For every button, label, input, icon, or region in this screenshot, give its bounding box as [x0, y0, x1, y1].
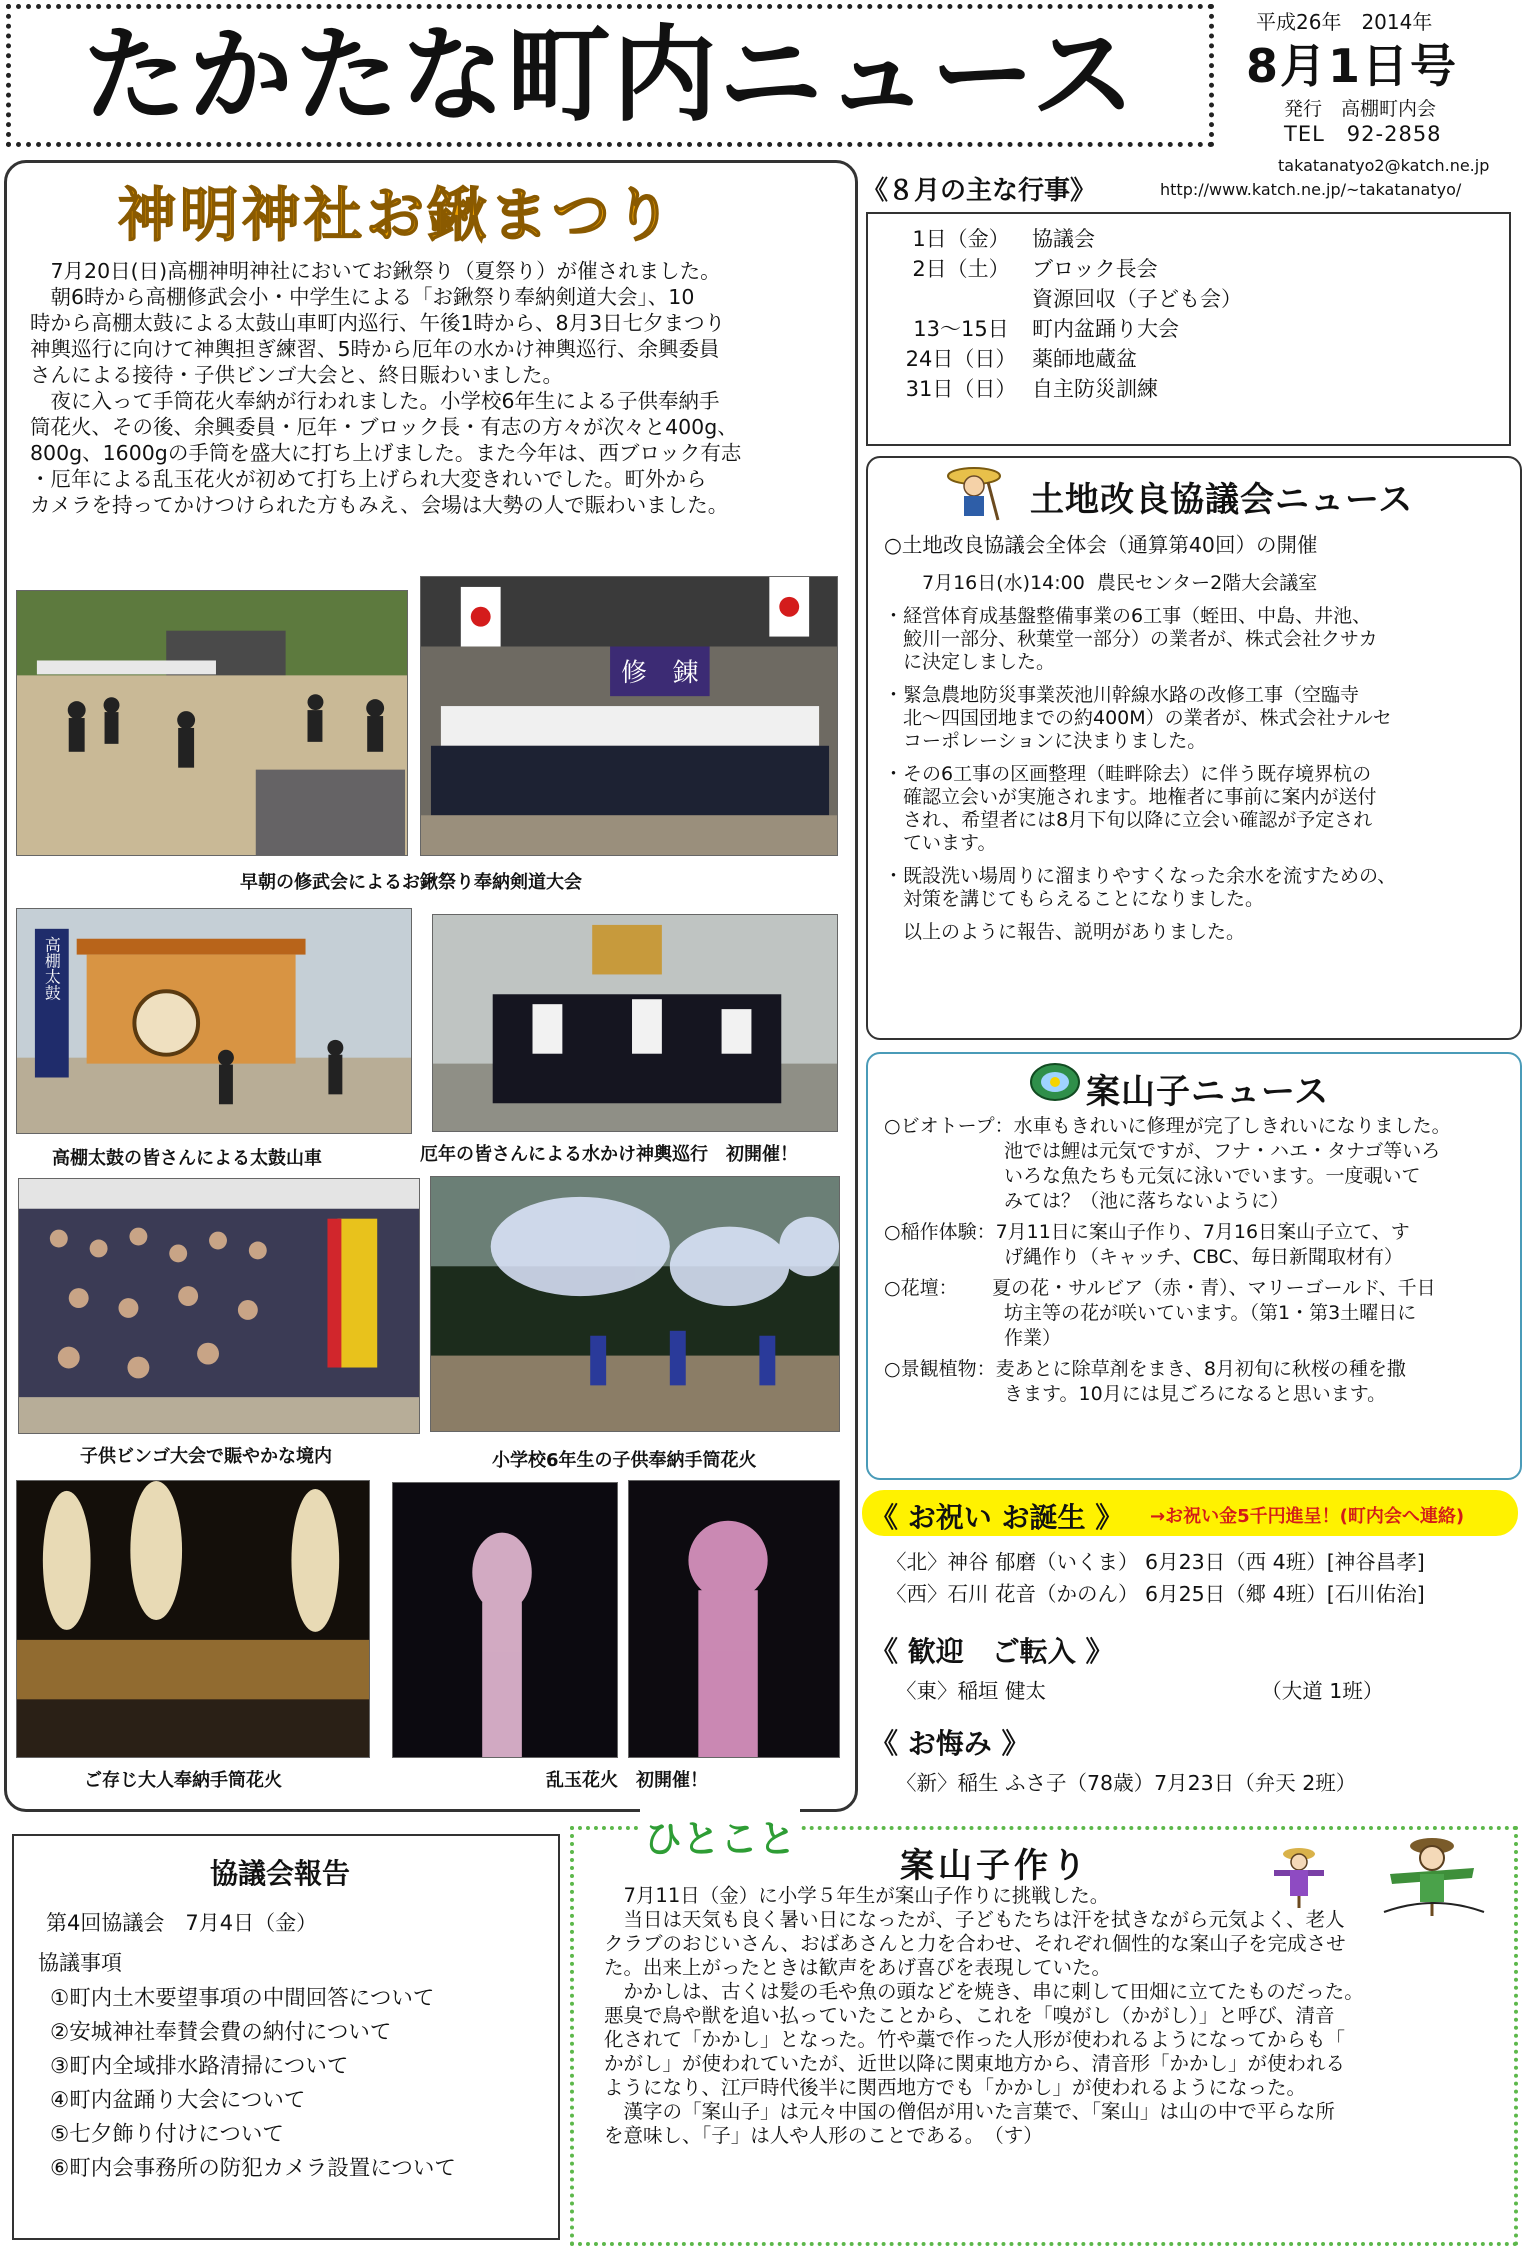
birth-heading: 《 お祝い お誕生 》 — [870, 1501, 1124, 1534]
land-line: ・経営体育成基盤整備事業の6工事（蛭田、中島、井池、 — [884, 605, 1372, 627]
hitokoto-line: 当日は天気も良く暑い日になったが、子どもたちは汗を拭きながら元気よく、老人 — [604, 1908, 1345, 1931]
scarecrow-line: ○花壇： 夏の花・サルビア（赤・青）、マリーゴールド、千日 — [884, 1277, 1436, 1299]
council-items — [50, 1982, 456, 2186]
hitokoto-line: を意味し、「子」は人や人形のことである。 （す） — [604, 2124, 1043, 2147]
land-line: ・緊急農地防災事業茨池川幹線水路の改修工事（空臨寺 — [884, 684, 1360, 706]
masthead — [6, 4, 1214, 147]
farmer-icon — [942, 462, 1006, 524]
hitokoto-line: た。出来上がったときは歓声をあげ喜びを表現していた。 — [604, 1956, 1112, 1979]
land-line: ています。 — [884, 832, 997, 854]
land-line: に決定しました。 — [884, 651, 1056, 673]
banner-text: 修 錬 — [621, 658, 699, 689]
contact-email[interactable]: takatanatyo2@katch.ne.jp — [1278, 156, 1490, 175]
event-date: 24日（日） — [905, 347, 1017, 371]
photo-kids-fireworks — [430, 1176, 840, 1432]
issuer-tel: TEL 92-2858 — [1284, 122, 1442, 146]
scarecrow-icon — [1384, 1834, 1484, 1916]
festival-title: 神明神社お鍬まつり — [118, 181, 677, 249]
birth-note: →お祝い金5千円進呈！(町内会へ連絡) — [1150, 1506, 1465, 1527]
hitokoto-line: 悪臭で鳥や獣を追い払っていたことから、これを「嗅がし（かがし）」と呼び、清音 — [604, 2004, 1335, 2027]
welcome-item: 〈東〉稲垣 健太 （大道 1班） — [896, 1679, 1384, 1703]
event-item — [890, 374, 1242, 404]
event-date: 13～15日 — [913, 317, 1009, 341]
council-title: 協議会報告 — [210, 1857, 351, 1890]
article-line: ・厄年による乱玉花火が初めて打ち上げられ大変きれいでした。町外から — [30, 467, 707, 491]
hitokoto-line: かがし」が使われていたが、近世以降に関東地方から、清音形「かかし」が使われる — [604, 2052, 1346, 2075]
article-line: 筒花火、その後、余興委員・厄年・ブロック長・有志の方々が次々と400g、 — [30, 415, 738, 439]
council-item: ⑥町内会事務所の防犯カメラ設置について — [50, 2156, 456, 2181]
events-heading: 《８月の主な行事》 — [862, 176, 1097, 206]
event-item — [890, 314, 1242, 344]
scarecrow-line: きます。10月には見ごろになると思います。 — [884, 1383, 1387, 1405]
issue-era: 平成26年 2014年 — [1256, 10, 1433, 34]
scarecrow-line: ○景観植物：麦あとに除草剤をまき、8月初旬に秋桜の種を撒 — [884, 1358, 1406, 1380]
land-line: 鮫川一部分、秋葉堂一部分）の業者が、株式会社クサカ — [884, 628, 1378, 650]
land-line: 確認立会いが実施されます。地権者に事前に案内が送付 — [884, 786, 1377, 808]
festival-article — [30, 258, 741, 518]
land-line: 北～四国団地までの約400M）の業者が、株式会社ナルセ — [884, 707, 1392, 729]
land-line: され、希望者には8月下旬以降に立会い確認が予定され — [884, 809, 1373, 831]
land-line: ・既設洗い場周りに溜まりやすくなった余水を流すための、 — [884, 865, 1397, 887]
event-item — [890, 284, 1242, 314]
photo-adult-fireworks — [16, 1480, 370, 1758]
scarecrow-line: げ縄作り（キャッチ、CBC、毎日新聞取材有） — [884, 1246, 1403, 1268]
scarecrow-line: 作業） — [884, 1327, 1062, 1349]
photo-taiko — [16, 908, 412, 1134]
hitokoto-label: ひとこと — [640, 1808, 800, 1863]
contact-url[interactable]: http://www.katch.ne.jp/~takatanatyo/ — [1160, 180, 1462, 199]
events-list — [890, 224, 1242, 404]
photo-bingo — [18, 1178, 420, 1434]
land-line: 以上のように報告、説明がありました。 — [884, 921, 1246, 943]
welcome-heading: 《 歓迎 ご転入 》 — [870, 1635, 1114, 1668]
scarecrow-line: 池では鯉は元気ですが、フナ・ハエ・タナゴ等いろ — [884, 1140, 1441, 1162]
council-item: ④町内盆踊り大会について — [50, 2088, 306, 2113]
land-news-title: 土地改良協議会ニュース — [1030, 480, 1414, 520]
article-line: 800g、1600gの手筒を盛大に打ち上げました。また今年は、西ブロック有志 — [30, 441, 742, 465]
hitokoto-line: 漢字の「案山子」は元々中国の僧侶が用いた言葉で、「案山」は山の中で平らな所 — [604, 2100, 1335, 2123]
condolence-item: 〈新〉稲生 ふさ子（78歳）7月23日（弁天 2班） — [896, 1771, 1357, 1795]
hitokoto-line: 7月11日（金）に小学５年生が案山子作りに挑戦した。 — [604, 1884, 1110, 1907]
birth-list — [886, 1546, 1425, 1610]
council-subheading: 協議事項 — [38, 1951, 122, 1975]
scarecrow-logo-icon — [1030, 1062, 1080, 1102]
scarecrow-line: ○稲作体験：7月11日に案山子作り、7月16日案山子立て、す — [884, 1221, 1410, 1243]
scarecrow-making-title: 案山子作り — [900, 1846, 1090, 1886]
article-line: 7月20日(日)高棚神明神社においてお鍬祭り（夏祭り）が催されました。 — [30, 259, 721, 283]
caption-bingo: 子供ビンゴ大会で賑やかな境内 — [80, 1446, 332, 1467]
taiko-banner-text: 高棚太鼓 — [42, 936, 62, 1001]
event-date: 31日（日） — [905, 377, 1017, 401]
event-item — [890, 344, 1242, 374]
birth-item: 〈西〉石川 花音（かのん） 6月25日（郷 4班）[石川佑治] — [886, 1582, 1425, 1606]
article-line: 朝6時から高棚修武会小・中学生による「お鍬祭り奉納剣道大会」、10 — [30, 285, 695, 309]
event-date: 1日（金） — [912, 227, 1010, 251]
caption-randama: 乱玉花火 初開催！ — [546, 1770, 708, 1791]
event-name: 自主防災訓練 — [1032, 377, 1158, 401]
scarecrow-news-title: 案山子ニュース — [1086, 1072, 1330, 1112]
event-date — [890, 284, 1032, 314]
event-name: 資源回収（子ども会） — [1032, 287, 1242, 311]
land-line: 7月16日(水)14:00 農民センター2階大会議室 — [884, 572, 1318, 594]
hitokoto-line: かかしは、古くは髪の毛や魚の頭などを焼き、串に刺して田畑に立てたものだった。 — [604, 1980, 1364, 2003]
caption-kids-fireworks: 小学校6年生の子供奉納手筒花火 — [492, 1450, 757, 1471]
hitokoto-line: クラブのおじいさん、おばあさんと力を合わせ、それぞれ個性的な案山子を完成させ — [604, 1932, 1346, 1955]
caption-adult-fireworks: ご存じ大人奉納手筒花火 — [84, 1770, 282, 1791]
photo-mizukake — [432, 914, 838, 1132]
article-line: 神輿巡行に向けて神輿担ぎ練習、5時から厄年の水かけ神輿巡行、余興委員 — [30, 337, 720, 361]
caption-mizukake: 厄年の皆さんによる水かけ神輿巡行 初開催！ — [420, 1144, 798, 1165]
land-line: ・その6工事の区画整理（畦畔除去）に伴う既存境界杭の — [884, 763, 1372, 785]
council-item: ①町内土木要望事項の中間回答について — [50, 1986, 435, 2011]
scarecrow-line: みては？（池に落ちないように） — [884, 1190, 1290, 1212]
scarecrow-line: いろな魚たちも元気に泳いでいます。一度覗いて — [884, 1165, 1421, 1187]
scarecrow-news-body — [884, 1114, 1451, 1407]
article-line: 夜に入って手筒花火奉納が行われました。小学校6年生による子供奉納手 — [30, 389, 720, 413]
land-line: コーポレーションに決まりました。 — [884, 730, 1207, 752]
article-line: さんによる接待・子供ビンゴ大会と、終日賑わいました。 — [30, 363, 563, 387]
council-item: ②安城神社奉賛会費の納付について — [50, 2020, 392, 2045]
article-line: カメラを持ってかけつけられた方もみえ、会場は大勢の人で賑わいました。 — [30, 493, 729, 517]
scarecrow-line: 坊主等の花が咲いています。（第1・第3土曜日に — [884, 1302, 1417, 1324]
hitokoto-line: 化されて「かかし」となった。竹や藁で作った人形が使われるようになってからも「 — [604, 2028, 1346, 2051]
land-line: ○土地改良協議会全体会（通算第40回）の開催 — [884, 533, 1318, 557]
land-line: 対策を講じてもらえることになりました。 — [884, 888, 1265, 910]
article-line: 時から高棚太鼓による太鼓山車町内巡行、午後1時から、8月3日七夕まつり — [30, 311, 726, 335]
issuer: 発行 高棚町内会 — [1284, 98, 1437, 120]
caption-taiko: 高棚太鼓の皆さんによる太鼓山車 — [52, 1148, 322, 1169]
newsletter-title: たかたな町内ニュース — [82, 14, 1138, 136]
photo-randama-1 — [392, 1482, 618, 1758]
event-item — [890, 254, 1242, 284]
event-date: 2日（土） — [912, 257, 1010, 281]
event-name: ブロック長会 — [1032, 257, 1158, 281]
photo-kendo — [16, 590, 408, 856]
event-name: 協議会 — [1032, 227, 1095, 251]
birth-item: 〈北〉神谷 郁磨（いくま） 6月23日（西 4班）[神谷昌孝] — [886, 1550, 1425, 1574]
scarecrow-line: ○ビオトープ：水車もきれいに修理が完了しきれいになりました。 — [884, 1115, 1451, 1137]
hitokoto-line: ようになり、江戸時代後半に関西地方でも「かかし」が使われるようになった。 — [604, 2076, 1307, 2099]
caption-kendo: 早朝の修武会によるお鍬祭り奉納剣道大会 — [240, 872, 582, 893]
event-name: 町内盆踊り大会 — [1032, 317, 1179, 341]
council-item: ⑤七夕飾り付けについて — [50, 2122, 284, 2147]
land-news-body — [884, 532, 1396, 944]
issue-date: 8月1日号 — [1246, 39, 1459, 93]
photo-kendo-group — [420, 576, 838, 856]
condolence-heading: 《 お悔み 》 — [870, 1727, 1030, 1760]
hitokoto-body — [604, 1884, 1364, 2148]
event-item — [890, 224, 1242, 254]
event-name: 薬師地蔵盆 — [1032, 347, 1137, 371]
photo-randama-2 — [628, 1480, 840, 1758]
council-item: ③町内全域排水路清掃について — [50, 2054, 349, 2079]
council-meeting: 第4回協議会 7月4日（金） — [46, 1911, 318, 1935]
